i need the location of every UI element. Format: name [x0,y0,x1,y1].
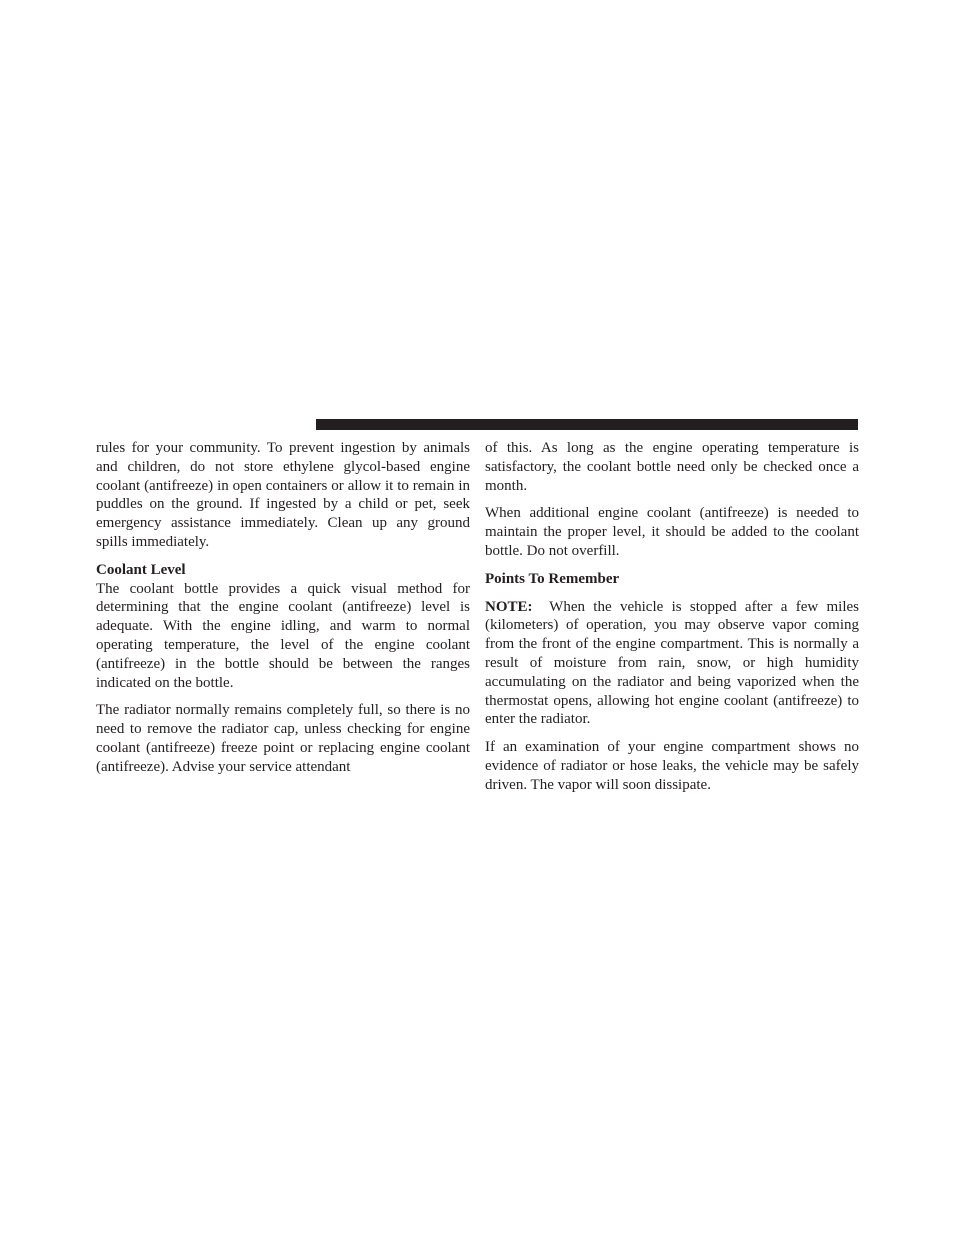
left-column [96,439,470,786]
heading-points-to-remember: Points To Remember [485,570,620,587]
paragraph-vapor-dissipate: If an examination of your engine compartment shows no evidence of radiator or hose leaks, the vehicle may be safely driven. The vapor will soon dissipate. [485,739,859,793]
paragraph-coolant-bottle: The coolant bottle provides a quick visual method for determining that the engine coolant (antifreeze) level is adequate. With the engine idling, and warm to normal operating temperature, the level of the engine coolant (antifreeze) in the bottle should be between the ranges indicated on the bottle. [96,580,470,691]
paragraph-radiator-full: The radiator normally remains completely full, so there is no need to remove the radiator cap, unless checking for engine coolant (antifreeze) freeze point or replacing engine coolant (antifreeze). Advise your service attendant [96,702,470,775]
note-text: When the vehicle is stopped after a few miles (kilometers) of operation, you may observe vapor coming from the front of the engine compartment. This is normally a result of moisture from rain, snow, or high humidity accumulating on the radiator and being vaporized when the thermostat opens, allowing hot engine coolant (antifreeze) to enter the radiator. [485,598,860,728]
paragraph-rules-community: rules for your community. To prevent ingestion by animals and children, do not store ethylene glycol-based engine coolant (antifreeze) in open containers or allow it to remain in puddles on the ground. If ingested by a child or pet, seek emergency assistance immediately. Clean up any ground spills immediately. [96,440,470,550]
header-rule-bar [316,419,858,430]
paragraph-check-monthly: of this. As long as the engine operating temperature is satisfactory, the coolant bottle need only be checked once a month. [485,440,859,494]
right-column [485,439,859,804]
heading-coolant-level: Coolant Level [96,561,186,578]
note-label: NOTE: [485,598,533,615]
note-paragraph [485,598,859,730]
paragraph-add-coolant: When additional engine coolant (antifreeze) is needed to maintain the proper level, it should be added to the coolant bottle. Do not overfill. [485,505,859,559]
